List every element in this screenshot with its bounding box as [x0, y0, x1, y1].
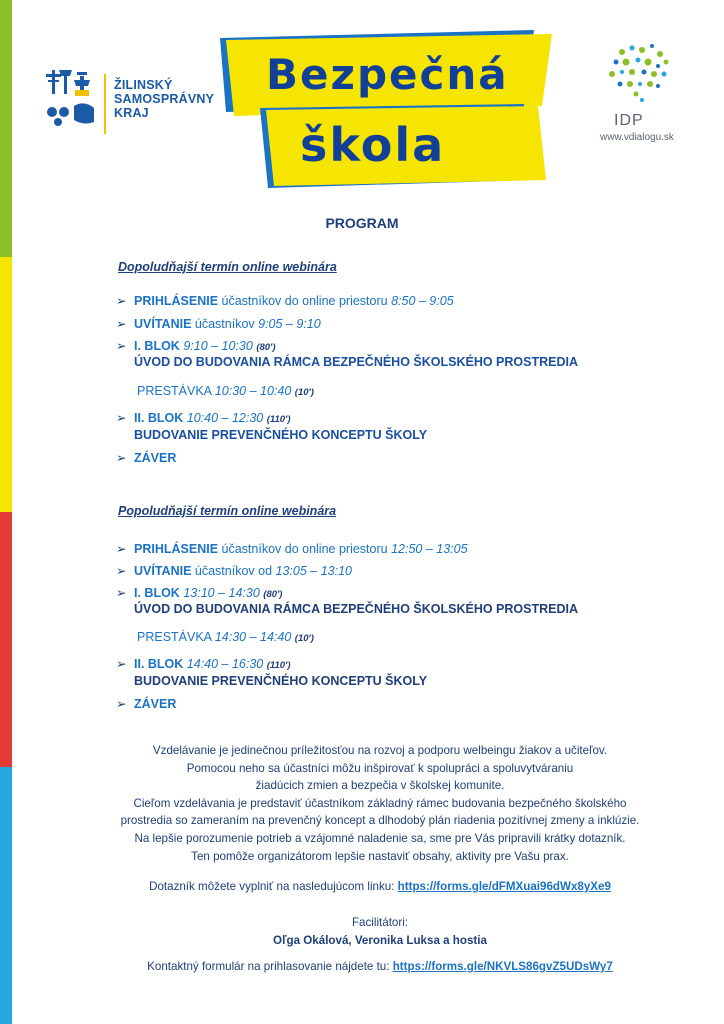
morning-block-1 [116, 338, 276, 356]
contact-form-link[interactable]: https://forms.gle/NKVLS86gvZ5UDsWy7 [392, 960, 613, 973]
side-bar-blue [0, 767, 12, 1024]
item-text: účastníkov [191, 564, 259, 578]
title-banner [220, 30, 560, 200]
questionnaire-link[interactable]: https://forms.gle/dFMXuai96dWx8yXe9 [397, 880, 611, 893]
morning-block-1-topic: ÚVOD DO BUDOVANIA RÁMCA BEZPEČNÉHO ŠKOLSKÉHO PROSTREDIA [134, 355, 579, 369]
item-label: PRIHLÁSENIE [134, 294, 219, 308]
afternoon-block-2 [116, 656, 291, 674]
afternoon-section-heading: Popoludňajší termín online webinára [118, 504, 337, 518]
item-label: II. BLOK [134, 657, 184, 671]
arrow-bullet-icon: ➢ [116, 317, 127, 331]
idp-logo [592, 40, 692, 150]
item-duration: (110′) [266, 660, 291, 671]
item-time: 9:05 – 9:10 [258, 317, 321, 331]
morning-break [137, 384, 314, 398]
item-time: 13:05 – 13:10 [275, 564, 352, 578]
morning-registration [116, 293, 454, 309]
break-duration: (10′) [294, 633, 314, 644]
questionnaire-text: Dotazník môžete vyplniť na nasledujúcom linku: [149, 880, 398, 893]
facilitators-label: Facilitátori: [351, 916, 409, 929]
item-text: účastníkov [191, 317, 259, 331]
title-line-2: škola [300, 118, 446, 172]
break-time: 14:30 – 14:40 [214, 630, 292, 644]
arrow-bullet-icon: ➢ [116, 586, 127, 600]
item-label: I. BLOK [134, 586, 180, 600]
afternoon-block-2-topic: BUDOVANIE PREVENČNÉHO KONCEPTU ŠKOLY [134, 674, 428, 688]
title-line-1: Bezpečná [266, 50, 509, 99]
arrow-bullet-icon: ➢ [116, 657, 127, 671]
item-text: účastníkov do online priestoru [218, 294, 392, 308]
morning-block-2-topic: BUDOVANIE PREVENČNÉHO KONCEPTU ŠKOLY [134, 428, 428, 442]
description-line: Cieľom vzdelávania je predstaviť účastníkom základný rámec budovania bezpečného školského [133, 796, 627, 810]
item-label: ZÁVER [134, 697, 177, 711]
region-name-line: ŽILINSKÝ [114, 78, 173, 92]
description-line: prostredia so zameraním na prevenčný koncept a dlhodobý plán riadenia pozitívnej zmeny a inklúzie. [120, 814, 640, 828]
region-name-line: SAMOSPRÁVNY [114, 92, 215, 106]
logo-divider [104, 74, 106, 134]
item-duration: (110′) [266, 414, 291, 425]
description-line: Na lepšie porozumenie potrieb a vzájomné naladenie sa, sme pre Vás pripravili krátky dotazník. [134, 831, 626, 845]
afternoon-block-1 [116, 585, 282, 603]
program-title: PROGRAM [325, 215, 399, 231]
afternoon-registration [116, 541, 468, 557]
item-text: účastníkov do online priestoru [218, 542, 392, 556]
arrow-bullet-icon: ➢ [116, 294, 127, 308]
item-label: UVÍTANIE [134, 564, 192, 578]
side-bar-red [0, 512, 12, 767]
arrow-bullet-icon: ➢ [116, 564, 127, 578]
break-time: 10:30 – 10:40 [214, 384, 292, 398]
break-label: PRESTÁVKA [137, 384, 212, 398]
questionnaire-line [40, 878, 720, 896]
morning-closing [116, 450, 176, 466]
region-name [114, 78, 214, 120]
description-line: Pomocou neho sa účastníci môžu inšpirovať k spolupráci a spoluvytváraniu [186, 761, 574, 775]
morning-block-2 [116, 410, 291, 428]
idp-website-url: www.vdialogu.sk [600, 132, 674, 143]
morning-welcome [116, 316, 321, 332]
idp-name: IDP [614, 112, 644, 129]
item-label: PRIHLÁSENIE [134, 542, 219, 556]
item-duration: (80′) [256, 342, 276, 353]
arrow-bullet-icon: ➢ [116, 451, 127, 465]
side-color-bar [0, 0, 12, 1024]
item-time: 13:10 – 14:30 [183, 586, 260, 600]
contact-line [40, 958, 720, 976]
description-line: Vzdelávanie je jedinečnou príležitosťou na rozvoj a podporu welbeingu žiakov a učiteľov. [152, 744, 608, 757]
item-label: ZÁVER [134, 451, 177, 465]
facilitators-names: Oľga Okálová, Veronika Luksa a hostia [273, 934, 487, 947]
item-label: II. BLOK [134, 411, 184, 425]
arrow-bullet-icon: ➢ [116, 411, 127, 425]
item-text: od [258, 564, 276, 578]
side-bar-yellow [0, 257, 12, 512]
item-time: 9:10 – 10:30 [183, 339, 253, 353]
afternoon-break [137, 630, 314, 644]
arrow-bullet-icon: ➢ [116, 339, 127, 353]
arrow-bullet-icon: ➢ [116, 697, 127, 711]
item-time: 12:50 – 13:05 [391, 542, 468, 556]
region-name-line: KRAJ [114, 106, 149, 120]
break-label: PRESTÁVKA [137, 630, 212, 644]
item-duration: (80′) [263, 589, 283, 600]
morning-section-heading: Dopoludňajší termín online webinára [118, 260, 337, 274]
item-label: I. BLOK [134, 339, 180, 353]
item-label: UVÍTANIE [134, 317, 192, 331]
afternoon-closing [116, 696, 176, 712]
description-line: žiadúcich zmien a bezpečia v školskej komunite. [255, 779, 505, 793]
description-line: Ten pomôže organizátorom lepšie nastaviť obsahy, aktivity pre Vašu prax. [191, 849, 569, 863]
item-time: 8:50 – 9:05 [391, 294, 454, 308]
item-time: 10:40 – 12:30 [186, 411, 264, 425]
description-paragraph [40, 742, 720, 865]
arrow-bullet-icon: ➢ [116, 542, 127, 556]
contact-text: Kontaktný formulár na prihlasovanie nájdete tu: [147, 960, 393, 973]
item-time: 14:40 – 16:30 [186, 657, 264, 671]
afternoon-welcome [116, 563, 352, 579]
dots-tree-icon [592, 40, 692, 112]
break-duration: (10′) [294, 387, 314, 398]
afternoon-block-1-topic: ÚVOD DO BUDOVANIA RÁMCA BEZPEČNÉHO ŠKOLSKÉHO PROSTREDIA [134, 602, 579, 616]
